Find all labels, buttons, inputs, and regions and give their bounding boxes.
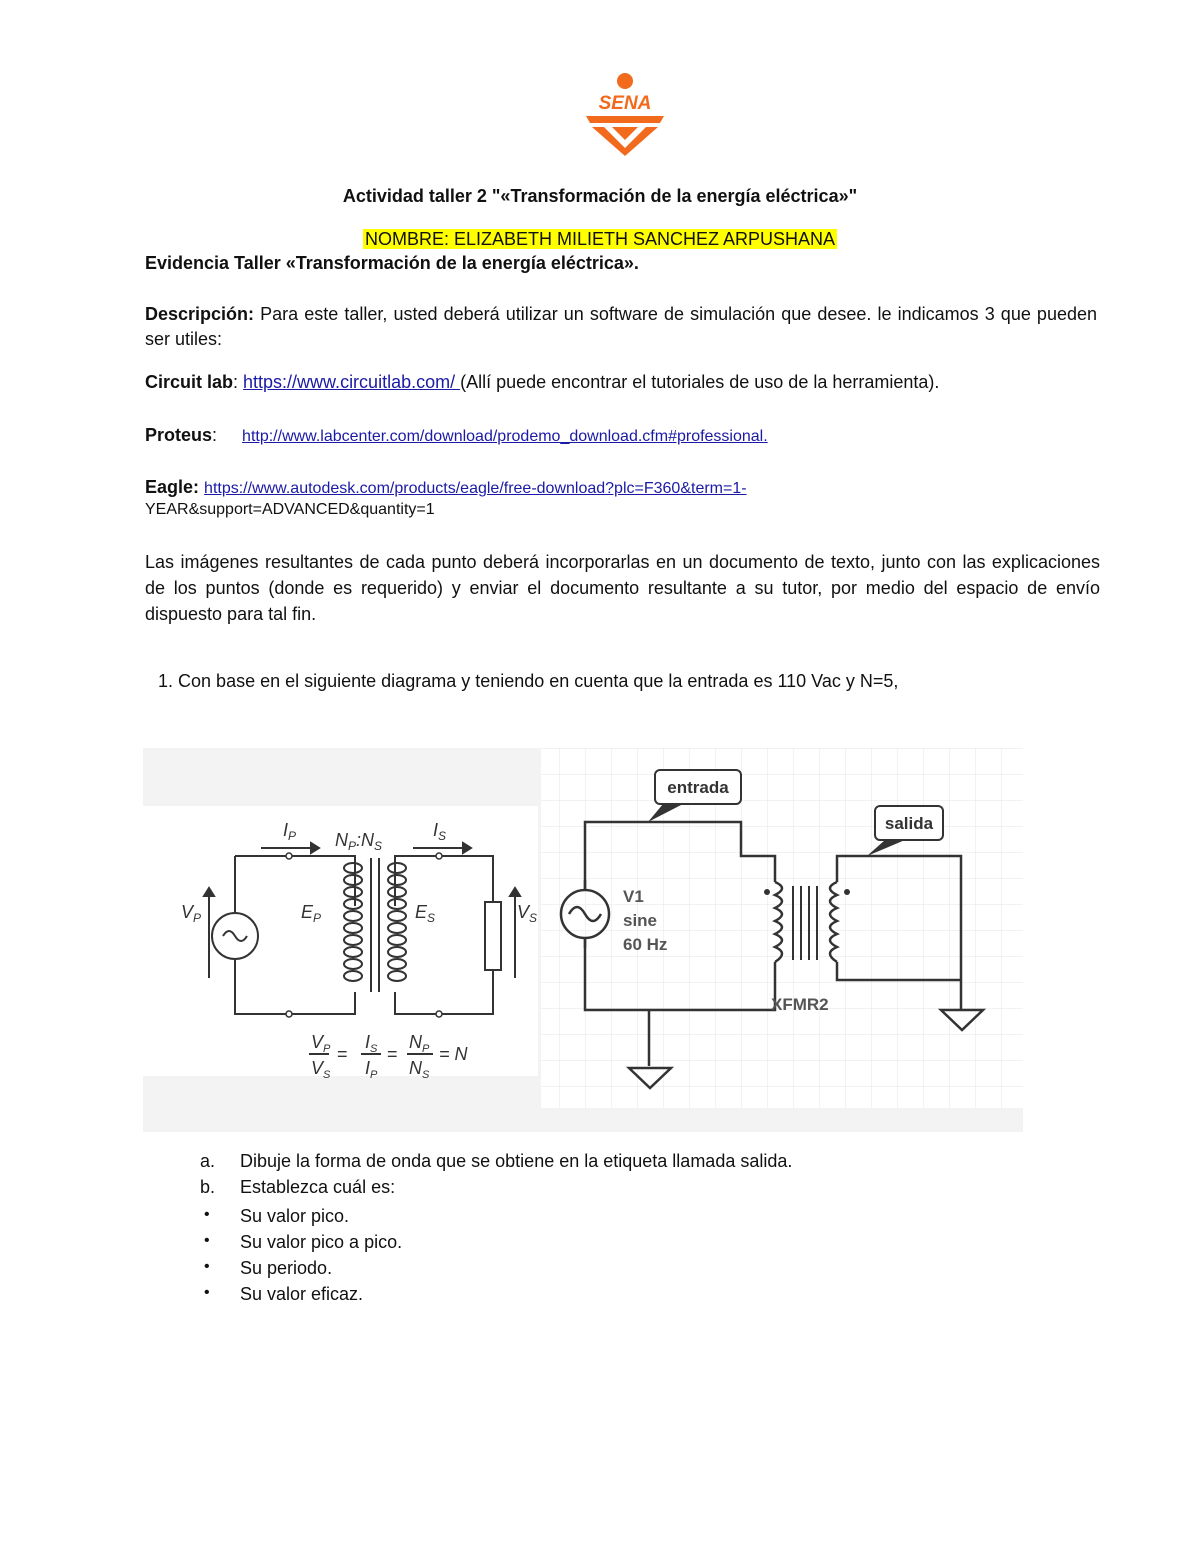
svg-text:XFMR2: XFMR2 bbox=[771, 995, 829, 1014]
svg-text:=: = bbox=[387, 1044, 398, 1064]
tool-note: (Allí puede encontrar el tutoriales de uso de la herramienta). bbox=[460, 372, 940, 392]
tool-circuitlab: Circuit lab: https://www.circuitlab.com/ (Allí puede encontrar el tutoriales de uso de la herramienta). bbox=[145, 372, 940, 392]
item-marker: b. bbox=[200, 1177, 216, 1197]
question-1 bbox=[158, 671, 898, 692]
circuitlab-link[interactable]: https://www.circuitlab.com/ bbox=[243, 372, 461, 392]
eagle-link-continuation[interactable]: YEAR&support=ADVANCED&quantity=1 bbox=[145, 501, 435, 518]
tool-name: Circuit lab bbox=[145, 372, 234, 392]
svg-text:VP: $V_P$ bbox=[311, 1032, 331, 1055]
question-number: 1. bbox=[158, 671, 174, 691]
proteus-link[interactable]: http://www.labcenter.com/download/prodemo_download.cfm#professional. bbox=[242, 428, 768, 445]
tool-eagle bbox=[145, 477, 747, 498]
svg-text:IP: $I_P$ bbox=[365, 1058, 378, 1081]
tool-name: Proteus bbox=[145, 425, 213, 445]
student-name: NOMBRE: ELIZABETH MILIETH SANCHEZ ARPUSHANA bbox=[364, 229, 836, 249]
item-text: Su valor eficaz. bbox=[240, 1284, 364, 1304]
eagle-link[interactable]: https://www.autodesk.com/products/eagle/free-download?plc=F360&term=1- bbox=[204, 480, 747, 497]
description-paragraph bbox=[145, 302, 1097, 352]
description-text: Para este taller, usted deberá utilizar un software de simulación que desee. le indicamos 3 que pueden ser utiles: bbox=[145, 304, 1097, 349]
tool-name: Eagle: bbox=[145, 477, 200, 497]
item-text: Su valor pico. bbox=[240, 1206, 350, 1226]
evidence-heading: Evidencia Taller «Transformación de la energía eléctrica». bbox=[145, 253, 639, 273]
svg-text:V1: V1 bbox=[623, 887, 644, 906]
svg-text:VS: $V_S$ bbox=[517, 902, 538, 925]
tool-proteus: Proteus: http://www.labcenter.com/download/prodemo_download.cfm#professional. bbox=[145, 425, 768, 445]
svg-text:EP: $E_P$ bbox=[301, 902, 322, 925]
svg-text:NP: $N_P$ bbox=[409, 1032, 430, 1055]
item-text: Su valor pico a pico. bbox=[240, 1232, 403, 1252]
description-label: Descripción: bbox=[145, 304, 255, 324]
item-text: Su periodo. bbox=[240, 1258, 333, 1278]
svg-text:SENA: SENA bbox=[598, 93, 652, 114]
label-entrada: entrada bbox=[667, 778, 729, 797]
bullet-icon: • bbox=[204, 1206, 210, 1223]
svg-text:IS: $I_S$ bbox=[365, 1032, 378, 1055]
svg-text:IS: $I_S$ bbox=[433, 820, 447, 843]
svg-text:sine: sine bbox=[623, 911, 658, 930]
instructions-paragraph: Las imágenes resultantes de cada punto deberá incorporarlas en un documento de texto, junto con las explicaciones de los puntos (donde es requerido) y enviar el documento resultante a su tutor, por medio del espacio de envío dispuesto para tal fin. bbox=[145, 552, 1100, 624]
svg-text:NP:NS: $N_P:N_S$ bbox=[335, 830, 383, 853]
bullet-icon: • bbox=[204, 1284, 210, 1301]
svg-text:=: = bbox=[337, 1044, 348, 1064]
svg-text:ES: $E_S$ bbox=[415, 902, 436, 925]
label-salida: salida bbox=[884, 814, 934, 833]
item-marker: a. bbox=[200, 1151, 216, 1171]
sena-logo bbox=[582, 72, 668, 158]
svg-text:60 Hz: 60 Hz bbox=[623, 935, 668, 954]
svg-text:= N: = N bbox=[439, 1044, 468, 1064]
svg-text:VS: $V_S$ bbox=[311, 1058, 331, 1081]
bullet-icon: • bbox=[204, 1232, 210, 1249]
svg-text:NS: $N_S$ bbox=[409, 1058, 430, 1081]
svg-text:VP: $V_P$ bbox=[181, 902, 202, 925]
question-text: Con base en el siguiente diagrama y teniendo en cuenta que la entrada es 110 Vac y N=5, bbox=[178, 671, 899, 691]
bullet-icon: • bbox=[204, 1258, 210, 1275]
document-title: Actividad taller 2 "«Transformación de la energía eléctrica»" bbox=[342, 186, 858, 206]
item-text: Establezca cuál es: bbox=[240, 1177, 396, 1197]
transformer-diagram bbox=[143, 748, 1023, 1132]
svg-text:IP: $I_P$ bbox=[283, 820, 297, 843]
item-text: Dibuje la forma de onda que se obtiene en la etiqueta llamada salida. bbox=[240, 1151, 793, 1171]
